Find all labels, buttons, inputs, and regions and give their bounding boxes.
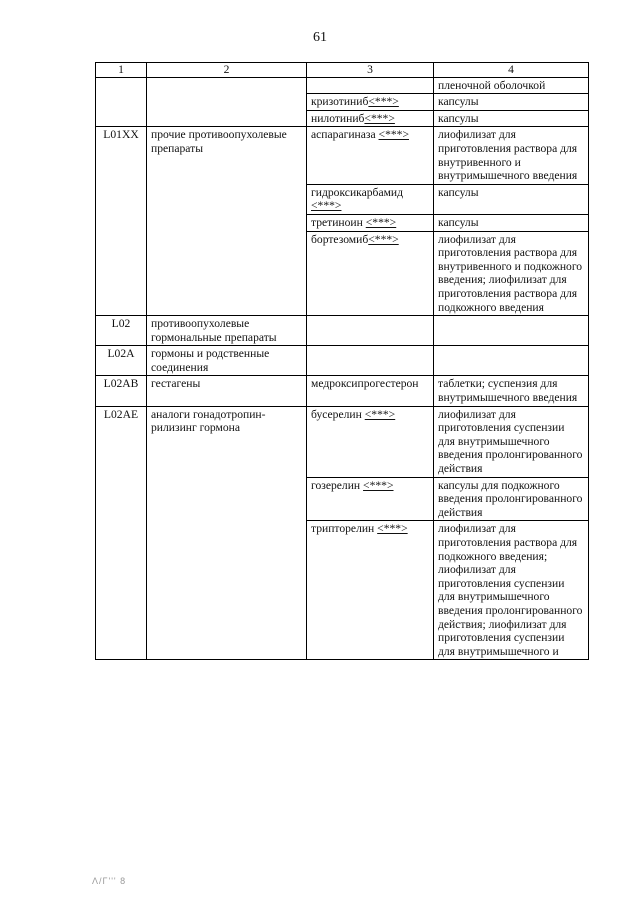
group-name-cell xyxy=(147,77,307,127)
drug-name: гидроксикарбамид xyxy=(311,185,404,199)
drug-name: трипторелин xyxy=(311,522,375,536)
table-header-row xyxy=(96,63,589,78)
group-name-cell: гестагены xyxy=(147,376,307,406)
group-name-cell: прочие противоопухолевые препараты xyxy=(147,127,307,316)
atc-code-cell: L02AB xyxy=(96,376,147,406)
group-name-cell: гормоны и родственные соединения xyxy=(147,346,307,376)
page-number: 61 xyxy=(313,30,327,45)
drug-list-table xyxy=(95,62,589,660)
drug-cell xyxy=(307,477,434,521)
drug-cell xyxy=(307,77,434,94)
table-row xyxy=(96,127,589,184)
dosage-form-cell: лиофилизат для приготовления суспензии для внутримышечного введения пролонгированного действия xyxy=(434,406,589,477)
column-header-1: 1 xyxy=(96,63,147,78)
dosage-form-cell xyxy=(434,316,589,346)
scan-footer-mark: Λ/Γ''' 8 xyxy=(92,876,127,886)
dosage-form-cell: пленочной оболочкой xyxy=(434,77,589,94)
drug-cell xyxy=(307,127,434,184)
drug-name: гозерелин xyxy=(311,478,361,492)
atc-code-cell xyxy=(96,77,147,127)
dosage-form-cell: капсулы для подкожного введения пролонгированного действия xyxy=(434,477,589,521)
table-row xyxy=(96,376,589,406)
drug-marker: <***> xyxy=(364,111,395,125)
group-name-cell: аналоги гонадотропин-рилизинг гормона xyxy=(147,406,307,660)
drug-name: третиноин xyxy=(311,215,363,229)
table-row xyxy=(96,346,589,376)
dosage-form-cell: капсулы xyxy=(434,214,589,231)
drug-marker: <***> xyxy=(365,215,397,229)
drug-marker: <***> xyxy=(363,478,394,492)
table-row xyxy=(96,316,589,346)
drug-cell: медроксипрогестерон xyxy=(307,376,434,406)
dosage-form-cell: лиофилизат для приготовления раствора для внутривенного и внутримышечного введения xyxy=(434,127,589,184)
drug-name: бусерелин xyxy=(311,407,362,421)
dosage-form-cell: капсулы xyxy=(434,184,589,214)
drug-name: бортезомиб xyxy=(311,232,369,246)
atc-code-cell: L01XX xyxy=(96,127,147,316)
drug-name: кризотиниб xyxy=(311,95,369,109)
drug-cell xyxy=(307,316,434,346)
drug-name: нилотиниб xyxy=(311,111,365,125)
dosage-form-cell: капсулы xyxy=(434,110,589,127)
dosage-form-cell: капсулы xyxy=(434,94,589,111)
drug-name: аспарагиназа xyxy=(311,128,376,142)
drug-marker: <***> xyxy=(377,522,408,536)
drug-marker: <***> xyxy=(311,199,342,213)
dosage-form-cell: лиофилизат для приготовления раствора для внутривенного и подкожного введения; лиофилизат для приготовления раствора для подкожного введения xyxy=(434,231,589,316)
table-row xyxy=(96,406,589,477)
atc-code-cell: L02AE xyxy=(96,406,147,660)
drug-cell xyxy=(307,346,434,376)
group-name-cell: противоопухолевые гормональные препараты xyxy=(147,316,307,346)
table-row xyxy=(96,77,589,94)
atc-code-cell: L02A xyxy=(96,346,147,376)
drug-marker: <***> xyxy=(368,95,399,109)
column-header-4: 4 xyxy=(434,63,589,78)
atc-code-cell: L02 xyxy=(96,316,147,346)
drug-cell xyxy=(307,406,434,477)
drug-cell xyxy=(307,521,434,660)
drug-cell xyxy=(307,231,434,316)
drug-marker: <***> xyxy=(368,232,399,246)
column-header-3: 3 xyxy=(307,63,434,78)
drug-cell xyxy=(307,214,434,231)
drug-cell xyxy=(307,94,434,111)
dosage-form-cell xyxy=(434,346,589,376)
dosage-form-cell: лиофилизат для приготовления раствора для подкожного введения; лиофилизат для приготовления суспензии для внутримышечного введения пролонгированного действия; лиофилизат для приготовления суспензии для внутримышечного и xyxy=(434,521,589,660)
dosage-form-cell: таблетки; суспензия для внутримышечного введения xyxy=(434,376,589,406)
column-header-2: 2 xyxy=(147,63,307,78)
drug-cell xyxy=(307,184,434,214)
drug-marker: <***> xyxy=(364,407,396,421)
drug-marker: <***> xyxy=(378,128,409,142)
drug-cell xyxy=(307,110,434,127)
